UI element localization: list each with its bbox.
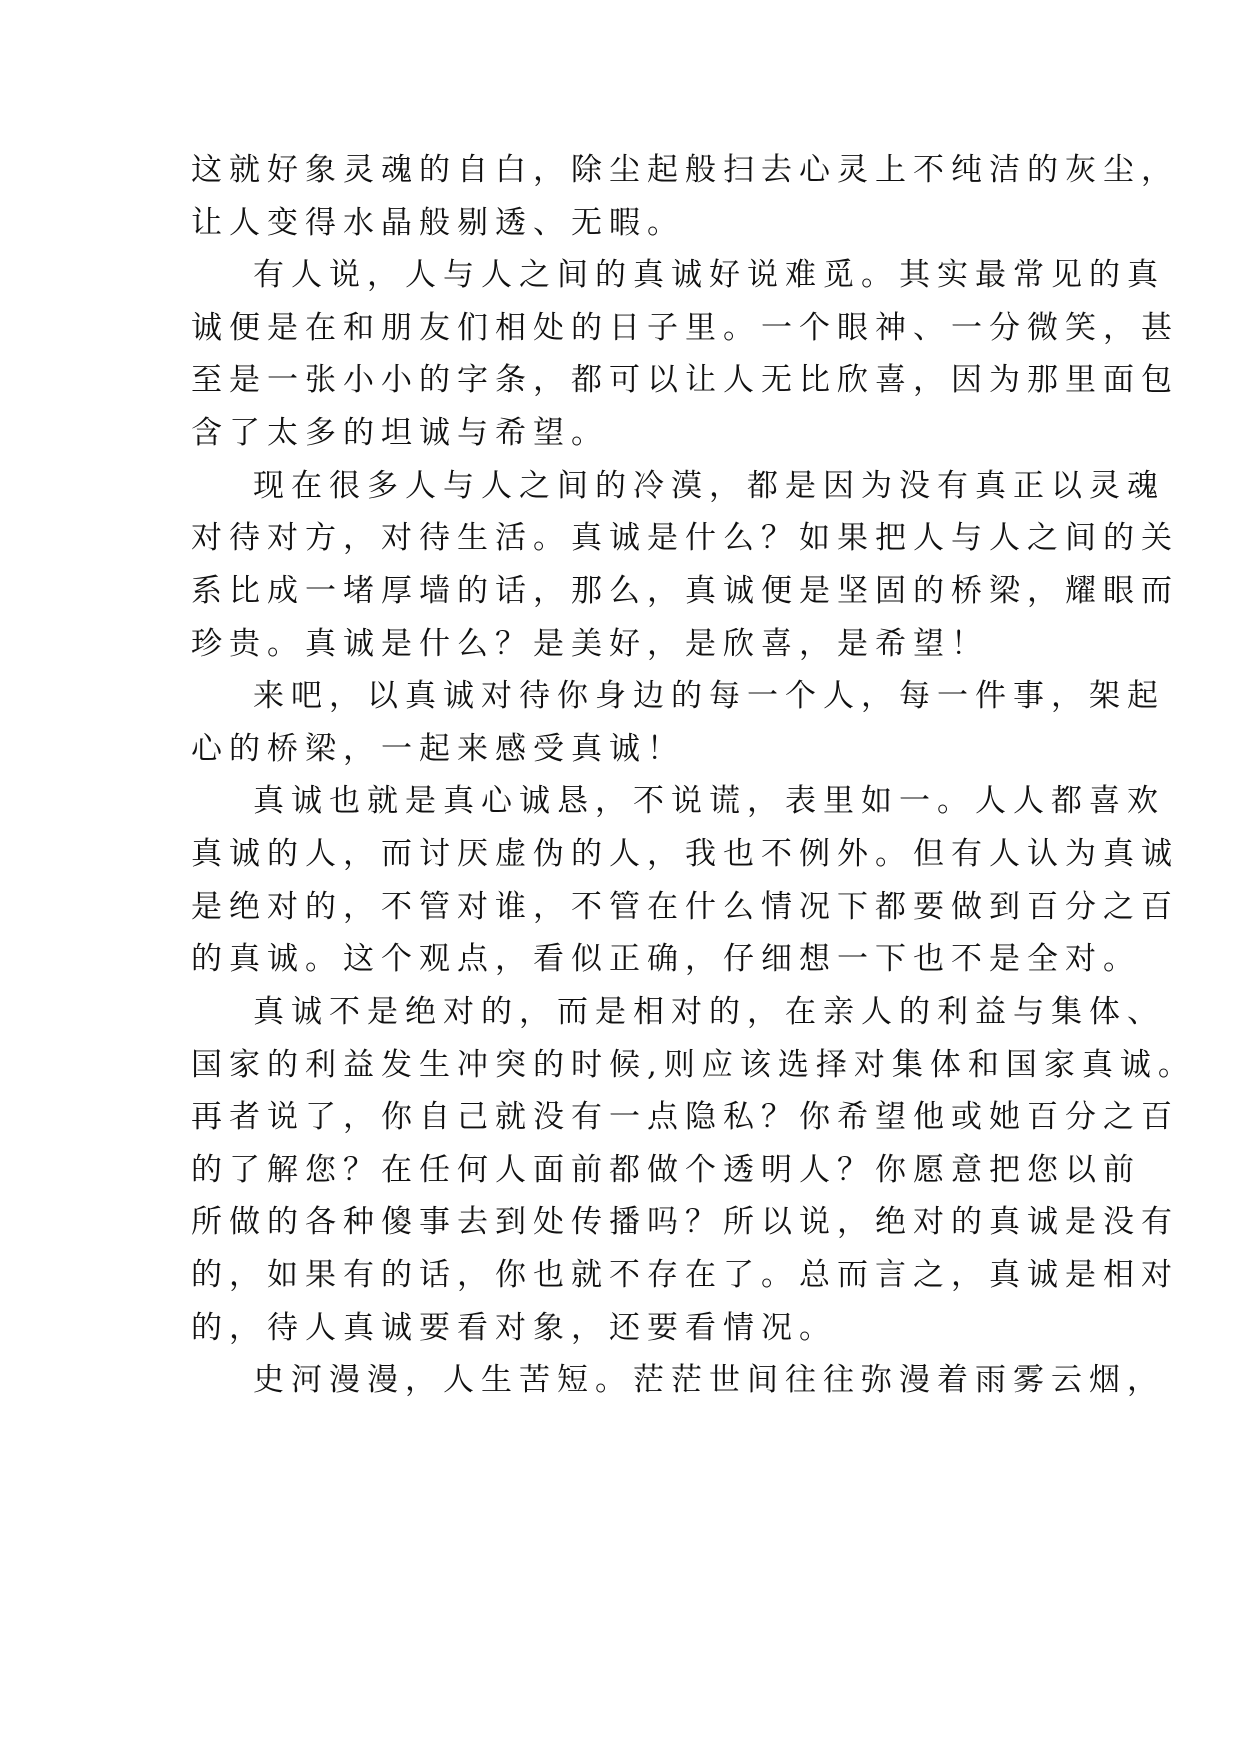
text-line: 国家的利益发生冲突的时候,则应该选择对集体和国家真诚。 <box>191 1047 1196 1083</box>
text-line: 系比成一堵厚墙的话，那么，真诚便是坚固的桥梁，耀眼而 <box>191 573 1179 609</box>
text-line: 对待对方，对待生活。真诚是什么？如果把人与人之间的关 <box>191 520 1179 556</box>
text-line: 这就好象灵魂的自白，除尘起般扫去心灵上不纯洁的灰尘， <box>191 152 1179 188</box>
paragraph-start: 真诚不是绝对的，而是相对的，在亲人的利益与集体、 <box>253 994 1165 1030</box>
text-line: 再者说了，你自己就没有一点隐私？你希望他或她百分之百 <box>191 1099 1179 1135</box>
text-line: 心的桥梁，一起来感受真诚！ <box>191 731 685 767</box>
text-line: 至是一张小小的字条，都可以让人无比欣喜，因为那里面包 <box>191 362 1179 398</box>
text-line: 真诚的人，而讨厌虚伪的人，我也不例外。但有人认为真诚 <box>191 836 1179 872</box>
paragraph-start: 史河漫漫，人生苦短。茫茫世间往往弥漫着雨雾云烟， <box>253 1362 1165 1398</box>
text-line: 是绝对的，不管对谁，不管在什么情况下都要做到百分之百 <box>191 889 1179 925</box>
text-line: 诚便是在和朋友们相处的日子里。一个眼神、一分微笑，甚 <box>191 310 1179 346</box>
text-line: 让人变得水晶般剔透、无暇。 <box>191 205 685 241</box>
text-line: 的，待人真诚要看对象，还要看情况。 <box>191 1310 837 1346</box>
text-line: 所做的各种傻事去到处传播吗？所以说，绝对的真诚是没有 <box>191 1204 1179 1240</box>
paragraph-start: 真诚也就是真心诚恳，不说谎，表里如一。人人都喜欢 <box>253 783 1165 819</box>
paragraph-start: 现在很多人与人之间的冷漠，都是因为没有真正以灵魂 <box>253 468 1165 504</box>
text-line: 珍贵。真诚是什么？是美好，是欣喜，是希望！ <box>191 626 989 662</box>
text-line: 的真诚。这个观点，看似正确，仔细想一下也不是全对。 <box>191 941 1141 977</box>
text-line: 的了解您？在任何人面前都做个透明人？你愿意把您以前 <box>191 1152 1141 1188</box>
text-line: 的，如果有的话，你也就不存在了。总而言之，真诚是相对 <box>191 1257 1179 1293</box>
text-line: 含了太多的坦诚与希望。 <box>191 415 609 451</box>
paragraph-start: 有人说，人与人之间的真诚好说难觅。其实最常见的真 <box>253 257 1165 293</box>
paragraph-start: 来吧，以真诚对待你身边的每一个人，每一件事，架起 <box>253 678 1165 714</box>
